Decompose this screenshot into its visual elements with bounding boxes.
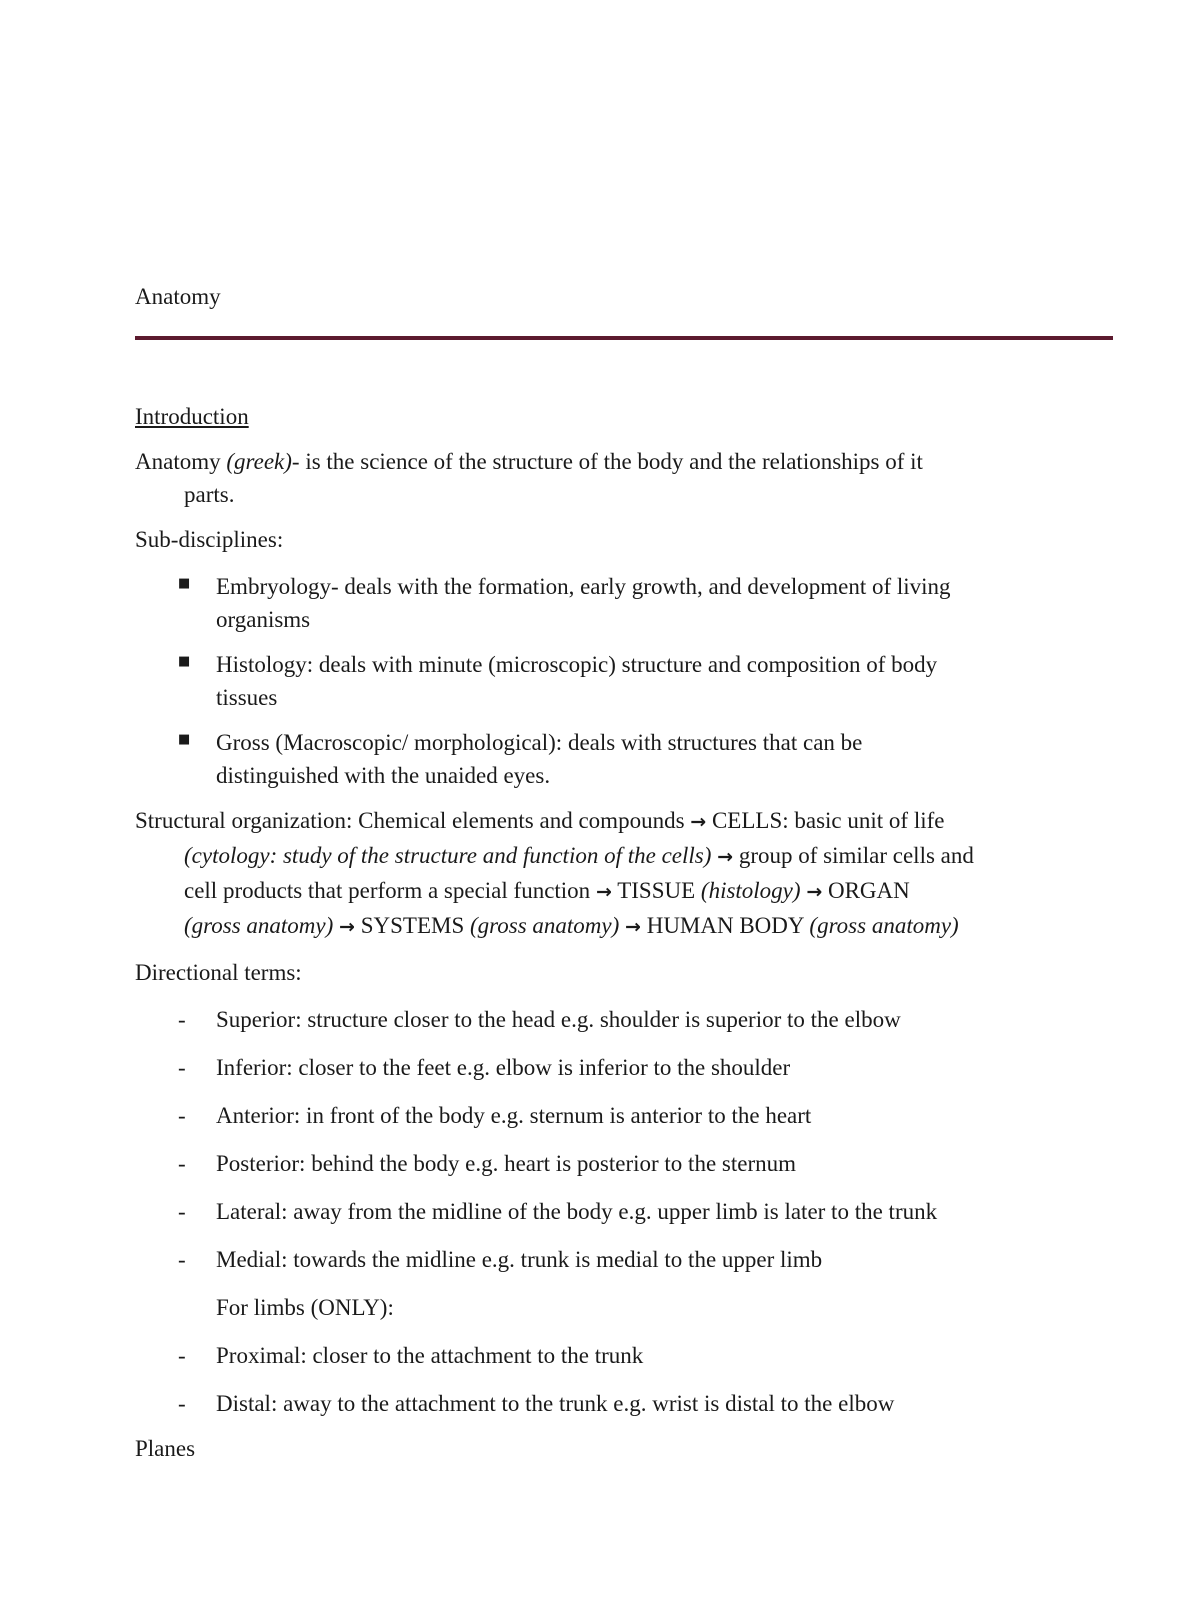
structural-text: CELLS: basic unit of life [706, 808, 945, 833]
directional-term-item [135, 1051, 1115, 1084]
subdiscipline-text: Histology: deals with minute (microscopic) structure and composition of body [216, 652, 938, 677]
limb-term-item [135, 1387, 1115, 1420]
structural-italic: (cytology: study of the structure and function of the cells) [184, 843, 712, 868]
subdiscipline-item [135, 648, 1115, 714]
limb-term-text: Distal: away to the attachment to the trunk e.g. wrist is distal to the elbow [216, 1391, 895, 1416]
dash-bullet: - [178, 1151, 186, 1176]
structural-italic: (gross anatomy) [809, 913, 959, 938]
subdiscipline-item [135, 570, 1115, 636]
square-bullet-icon: ■ [178, 576, 191, 591]
structural-text: cell products that perform a special function [184, 878, 596, 903]
limbs-label [135, 1291, 1115, 1324]
structural-text: ORGAN [822, 878, 910, 903]
directional-term-item [135, 1243, 1115, 1276]
anatomy-definition-cont: parts. [184, 482, 235, 507]
structural-text: Structural organization: Chemical elements and compounds [135, 808, 691, 833]
structural-text: SYSTEMS [354, 913, 470, 938]
structural-organization [135, 804, 1115, 944]
dash-bullet: - [178, 1055, 186, 1080]
structural-text: group of similar cells and [733, 843, 974, 868]
directional-term-item [135, 1099, 1115, 1132]
directional-term-item [135, 1147, 1115, 1180]
subdiscipline-text-cont: tissues [216, 685, 278, 710]
definition-text: - is the science of the structure of the body and the relationships of it [291, 449, 923, 474]
limbs-label-text: For limbs (ONLY): [216, 1295, 394, 1320]
dash-bullet: - [178, 1391, 186, 1416]
directional-terms-label: Directional terms: [135, 960, 302, 985]
structural-line-4 [135, 909, 1115, 944]
arrow-right-icon: → [595, 881, 612, 903]
subdiscipline-text-cont: organisms [216, 607, 311, 632]
directional-term-item [135, 1003, 1115, 1036]
structural-italic: (histology) [700, 878, 801, 903]
anatomy-definition [135, 445, 1115, 478]
directional-term-text: Inferior: closer to the feet e.g. elbow is inferior to the shoulder [216, 1055, 791, 1080]
dash-bullet: - [178, 1007, 186, 1032]
arrow-right-icon: → [806, 881, 823, 903]
arrow-right-icon: → [717, 846, 734, 868]
structural-line-1 [135, 804, 1115, 839]
planes-label: Planes [135, 1436, 196, 1461]
arrow-right-icon: → [690, 811, 707, 833]
dash-bullet: - [178, 1247, 186, 1272]
subdiscipline-text: Gross (Macroscopic/ morphological): deals with structures that can be [216, 730, 863, 755]
square-bullet-icon: ■ [178, 654, 191, 669]
dash-bullet: - [178, 1343, 186, 1368]
directional-term-item [135, 1195, 1115, 1228]
structural-italic: (gross anatomy) [470, 913, 620, 938]
structural-text: TISSUE [611, 878, 701, 903]
structural-line-2 [135, 839, 1115, 874]
dash-bullet: - [178, 1199, 186, 1224]
arrow-right-icon: → [339, 916, 355, 938]
arrow-right-icon: → [625, 916, 641, 938]
subdiscipline-text-cont: distinguished with the unaided eyes. [216, 763, 551, 788]
limb-term-text: Proximal: closer to the attachment to the trunk [216, 1343, 644, 1368]
document-title: Anatomy [135, 284, 221, 309]
title-divider [135, 336, 1113, 340]
subdisciplines-label: Sub-disciplines: [135, 527, 284, 552]
definition-origin: (greek) [226, 449, 292, 474]
structural-line-3 [135, 874, 1115, 909]
dash-bullet: - [178, 1103, 186, 1128]
introduction-heading: Introduction [135, 404, 249, 429]
directional-term-text: Anterior: in front of the body e.g. sternum is anterior to the heart [216, 1103, 812, 1128]
directional-term-text: Lateral: away from the midline of the body e.g. upper limb is later to the trunk [216, 1199, 938, 1224]
subdiscipline-item [135, 726, 1115, 792]
subdiscipline-text: Embryology- deals with the formation, early growth, and development of living [216, 574, 951, 599]
definition-term: Anatomy [135, 449, 227, 474]
structural-italic: (gross anatomy) [184, 913, 334, 938]
document-body [135, 400, 1115, 1465]
limb-term-item [135, 1339, 1115, 1372]
directional-term-text: Medial: towards the midline e.g. trunk is medial to the upper limb [216, 1247, 823, 1272]
directional-term-text: Superior: structure closer to the head e.g. shoulder is superior to the elbow [216, 1007, 901, 1032]
structural-text: HUMAN BODY [640, 913, 810, 938]
directional-term-text: Posterior: behind the body e.g. heart is posterior to the sternum [216, 1151, 796, 1176]
square-bullet-icon: ■ [178, 732, 191, 747]
